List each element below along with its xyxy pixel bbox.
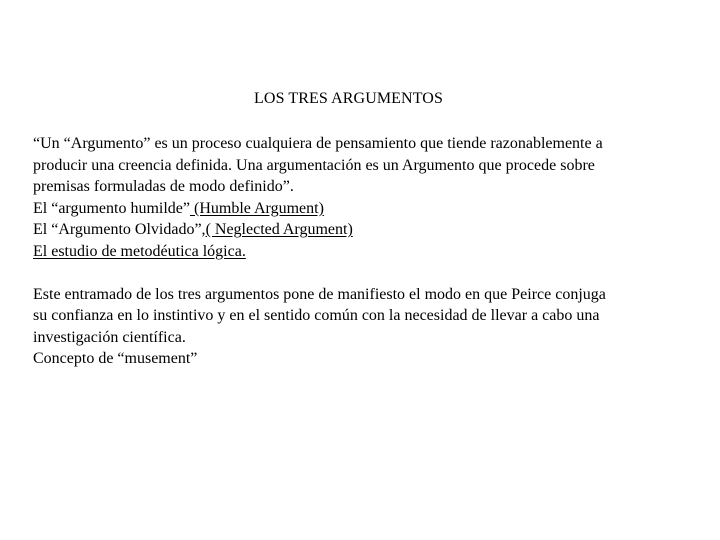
definition-line-3: premisas formuladas de modo definido”. <box>33 178 294 195</box>
slide-body <box>33 133 698 370</box>
neglected-argument-label: El “Argumento Olvidado”, <box>33 221 206 238</box>
slide-title: LOS TRES ARGUMENTOS <box>254 90 443 107</box>
humble-argument-label: El “argumento humilde” <box>33 199 190 217</box>
musement-concept: Concepto de “musement” <box>33 350 198 367</box>
methodeutic-link[interactable]: El estudio de metodéutica lógica. <box>33 242 246 260</box>
paragraph-gap <box>33 262 698 284</box>
summary-line-2: su confianza en lo instintivo y en el sentido común con la necesidad de llevar a cabo una <box>33 307 600 324</box>
neglected-argument-line <box>33 219 698 241</box>
definition-line-1: “Un “Argumento” es un proceso cualquiera de pensamiento que tiende razonablemente a <box>33 135 603 152</box>
neglected-argument-link[interactable]: ( Neglected Argument) <box>205 221 353 238</box>
humble-argument-line <box>33 198 698 220</box>
summary-line-3: investigación científica. <box>33 328 186 346</box>
definition-line-2: producir una creencia definida. Una argumentación es un Argumento que procede sobre <box>33 156 595 174</box>
humble-argument-link[interactable]: (Humble Argument) <box>190 199 324 217</box>
summary-line-1: Este entramado de los tres argumentos pone de manifiesto el modo en que Peirce conjuga <box>33 285 606 303</box>
